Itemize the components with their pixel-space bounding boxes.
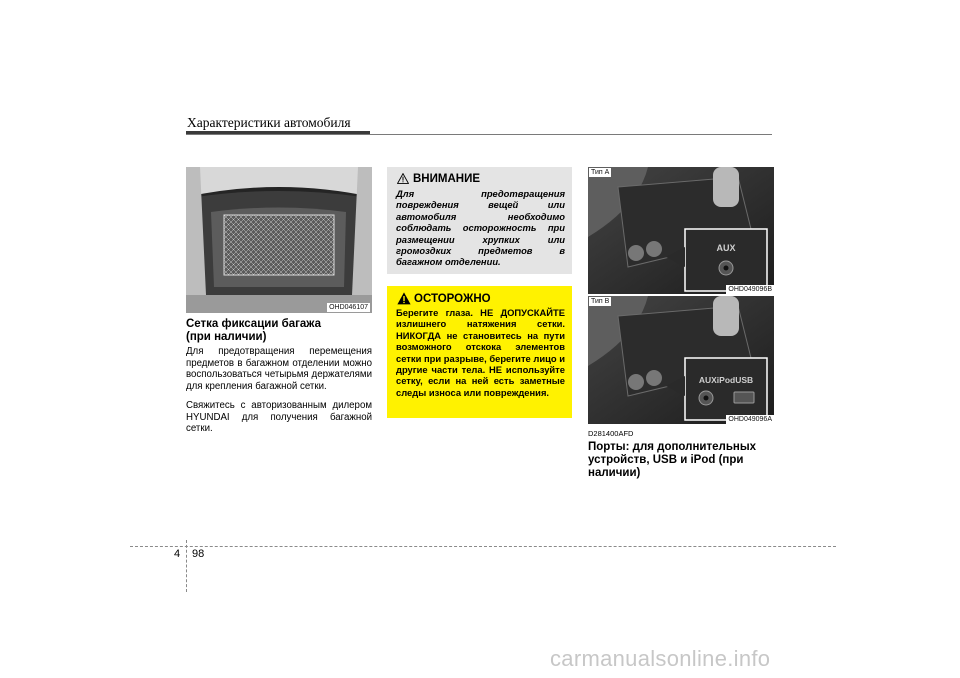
notice-box <box>387 167 572 274</box>
aux-usb-callout-label: AUXiPodUSB <box>698 375 754 385</box>
type-a-code: OHD049096B <box>728 286 772 293</box>
section-heading-net: Сетка фиксации багажа (при наличии) <box>186 318 321 343</box>
warning-title: ОСТОРОЖНО <box>414 293 491 305</box>
trunk-net-photo <box>186 167 372 313</box>
aux-port-photo-type-a <box>588 167 774 294</box>
net-paragraph-2: Свяжитесь с авторизованным дилером HYUNDAI для получения багажной сетки. <box>186 400 372 435</box>
aux-callout-label: AUX <box>716 243 736 253</box>
console-aux-illustration <box>588 167 774 294</box>
warning-box <box>387 286 572 418</box>
warning-text: Берегите глаза. НЕ ДОПУСКАЙТЕ излишнего натяжения сетки. НИКОГДА не становитесь на пути возможного отскока элементов сетки при разрыве, берегите лицо и другие части тела. НЕ используйте сетку, если на ней есть заметные следы износа или повреждения. <box>396 307 565 398</box>
notice-text: Для предотвращения повреждения вещей или автомобиля необходимо соблюдать осторожность при размещении хрупких или громоздких предметов в багажном отделении. <box>396 188 565 268</box>
header-rule <box>186 134 772 135</box>
aux-usb-photo-type-b <box>588 296 774 424</box>
section-code: D281400AFD <box>588 429 634 438</box>
type-a-label: Тип A <box>591 169 610 176</box>
page-header-title: Характеристики автомобиля <box>187 115 351 130</box>
type-b-label: Тип B <box>591 298 610 305</box>
type-b-code: OHD049096A <box>728 416 772 423</box>
page-number: 98 <box>192 548 205 560</box>
notice-title: ВНИМАНИЕ <box>413 173 481 185</box>
trunk-net-illustration <box>186 167 372 313</box>
chapter-number: 4 <box>174 548 181 560</box>
net-paragraph-1: Для предотвращения перемещения предметов в багажном отделении можно воспользоваться четырьмя держателями для крепления багажной сетки. <box>186 346 372 392</box>
photo-code-label: OHD046107 <box>329 304 368 311</box>
warning-triangle-icon <box>397 292 411 305</box>
watermark: carmanualsonline.info <box>550 646 771 671</box>
console-aux-usb-illustration <box>588 296 774 424</box>
footer-rule <box>130 546 836 547</box>
section-heading-ports: Порты: для дополнительных устройств, USB и iPod (при наличии) <box>588 441 757 479</box>
caution-triangle-icon <box>397 173 409 184</box>
footer-divider <box>186 540 187 592</box>
